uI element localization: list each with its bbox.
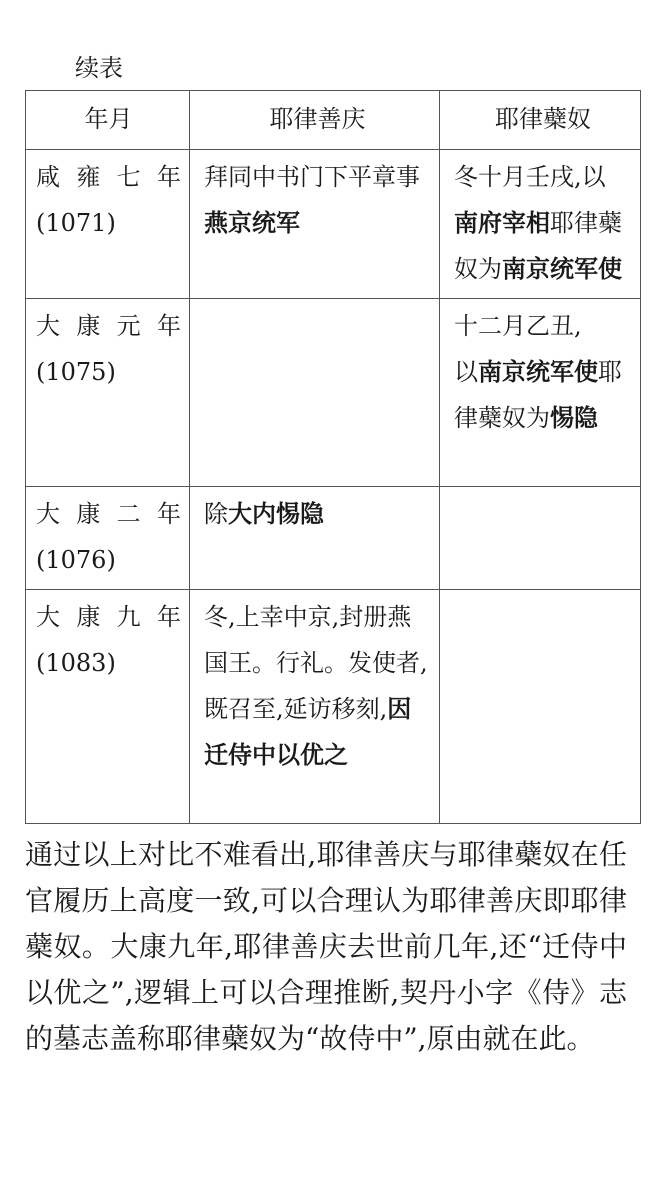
record-text-bold: 南京统军使 <box>502 254 622 283</box>
record-text: 冬,上幸中京,封册燕国王。行礼。发使者,既召至,延访移刻, <box>204 603 428 723</box>
record-text-bold: 因迁侍中以优之 <box>204 694 412 769</box>
table-header-row <box>26 91 641 150</box>
record-text-bold: 惕隐 <box>550 403 598 432</box>
nienu-cell <box>440 590 641 824</box>
date-cell <box>26 299 190 487</box>
date-cell <box>26 150 190 299</box>
reign-year: 咸雍七年 <box>36 163 181 191</box>
record-text: 除 <box>204 500 228 528</box>
record-text: 耶律蘗奴为 <box>454 209 622 283</box>
record-text: 十二月乙丑, <box>454 312 582 340</box>
record-text-bold: 燕京统军 <box>204 208 300 237</box>
ad-year: (1076) <box>36 546 116 574</box>
header-shanqing: 耶律善庆 <box>190 91 440 150</box>
record-text: 拜同中书门下平章事 <box>204 163 420 191</box>
body-paragraph: 通过以上对比不难看出,耶律善庆与耶律蘗奴在任官履历上高度一致,可以合理认为耶律善庆即耶律蘗奴。大康九年,耶律善庆去世前几年,还“迁侍中以优之”,逻辑上可以合理推断,契丹小字《侍》志的墓志盖称耶律蘗奴为“故侍中”,原由就在此。 <box>25 838 627 1055</box>
table-row <box>26 590 641 824</box>
ad-year: (1075) <box>36 358 116 386</box>
reign-year: 大康九年 <box>36 603 181 631</box>
record-text: 冬十月壬戌,以 <box>454 163 606 191</box>
ad-year: (1083) <box>36 649 116 677</box>
table-row <box>26 487 641 590</box>
date-cell <box>26 487 190 590</box>
shanqing-cell <box>190 590 440 824</box>
nienu-cell <box>440 150 641 299</box>
record-text-bold: 大内惕隐 <box>228 499 324 528</box>
shanqing-cell <box>190 487 440 590</box>
reign-year: 大康元年 <box>36 312 181 340</box>
record-text: 以 <box>454 358 478 386</box>
ad-year: (1071) <box>36 209 116 237</box>
reign-year: 大康二年 <box>36 500 181 528</box>
comparison-table <box>25 90 641 824</box>
nienu-cell <box>440 299 641 487</box>
shanqing-cell <box>190 299 440 487</box>
record-text: 耶律蘗奴为 <box>454 358 622 432</box>
table-row <box>26 299 641 487</box>
table-row <box>26 150 641 299</box>
record-text-bold: 南京统军使 <box>478 357 598 386</box>
shanqing-cell <box>190 150 440 299</box>
nienu-cell <box>440 487 641 590</box>
table-caption: 续表 <box>75 54 123 82</box>
header-date: 年月 <box>26 91 190 150</box>
date-cell <box>26 590 190 824</box>
record-text-bold: 南府宰相 <box>454 208 550 237</box>
header-nienu: 耶律蘗奴 <box>440 91 641 150</box>
